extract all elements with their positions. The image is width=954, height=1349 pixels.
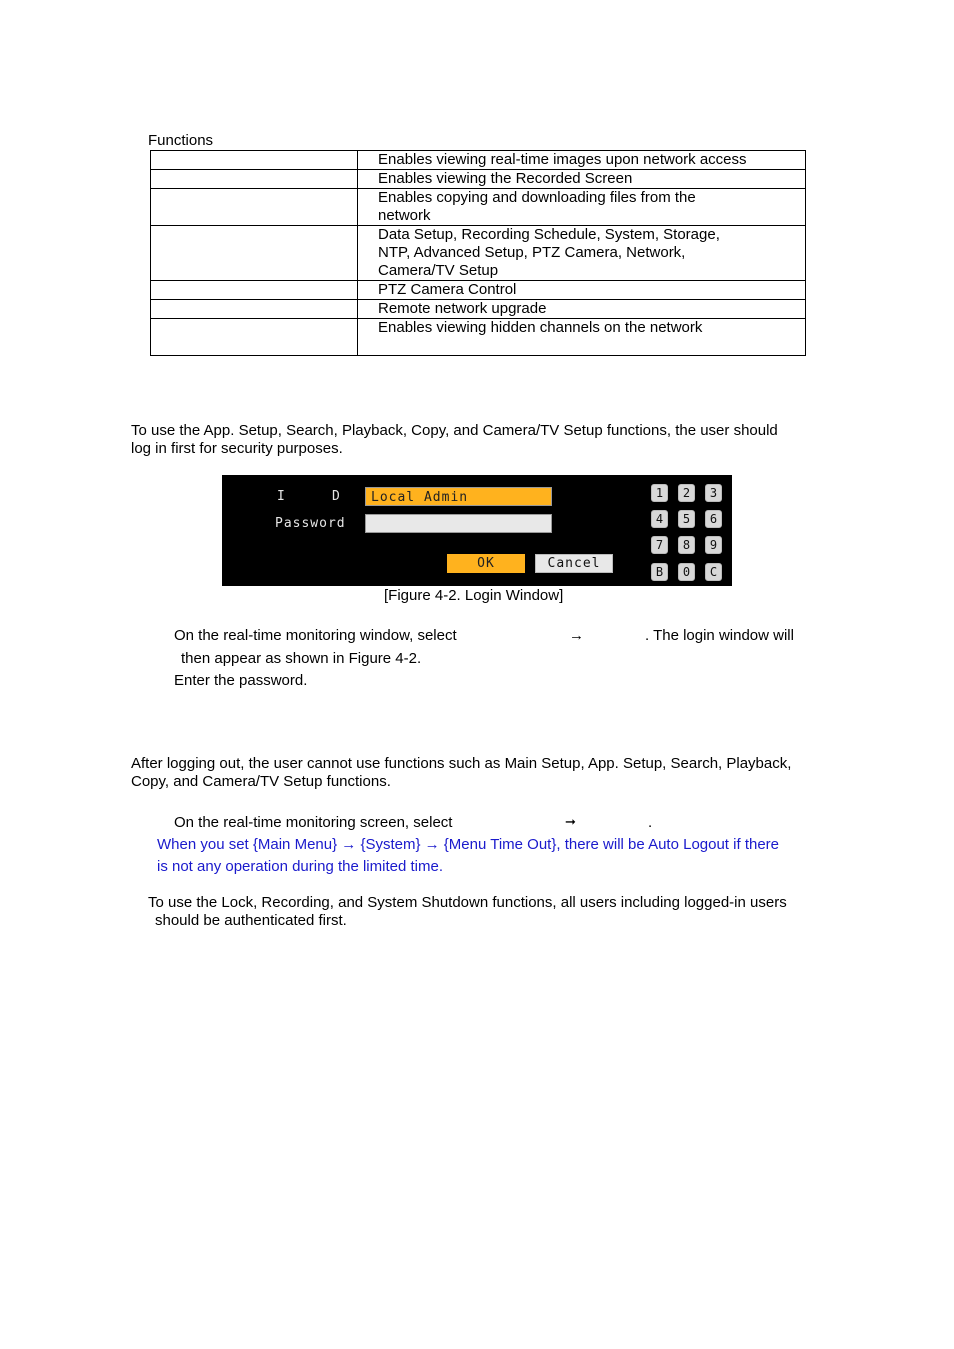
login-intro [131, 422, 778, 458]
login-step2: Enter the password. [174, 672, 308, 689]
login-step1-a: On the real-time monitoring window, select [174, 627, 457, 644]
id-field[interactable]: Local Admin [365, 487, 552, 506]
login-intro-line1: To use the App. Setup, Search, Playback, Copy, and Camera/TV Setup functions, the user should [131, 422, 778, 439]
auth-note-line1: To use the Lock, Recording, and System Shutdown functions, all users including logged-in users [148, 894, 787, 911]
password-field[interactable] [365, 514, 552, 533]
keypad-key-5[interactable]: 5 [678, 510, 695, 528]
function-name-cell [151, 170, 358, 189]
logout-intro [131, 755, 791, 791]
ok-button[interactable]: OK [447, 554, 525, 573]
function-desc-cell [358, 226, 806, 281]
function-desc-line: network [378, 207, 431, 224]
keypad-key-2[interactable]: 2 [678, 484, 695, 502]
function-desc-line: Enables viewing the Recorded Screen [378, 170, 633, 187]
function-name-cell [151, 189, 358, 226]
login-step1-c: then appear as shown in Figure 4-2. [181, 650, 422, 667]
table-row [151, 189, 806, 226]
function-desc-cell [358, 151, 806, 170]
auto-logout-note-line2: is not any operation during the limited time. [157, 858, 443, 875]
function-desc-line: Enables copying and downloading files from the [378, 189, 696, 206]
logout-intro-line1: After logging out, the user cannot use functions such as Main Setup, App. Setup, Search, Playback, [131, 755, 792, 772]
function-desc-cell [358, 300, 806, 319]
keypad-key-3[interactable]: 3 [705, 484, 722, 502]
logout-intro-line2: Copy, and Camera/TV Setup functions. [131, 773, 391, 790]
function-desc-line: PTZ Camera Control [378, 281, 517, 298]
login-step1-b: . The login window will [645, 627, 794, 644]
logout-step1-end: . [648, 814, 653, 831]
function-desc-line: NTP, Advanced Setup, PTZ Camera, Network, [378, 244, 686, 261]
function-desc-line: Data Setup, Recording Schedule, System, Storage, [378, 226, 720, 243]
keypad-key-6[interactable]: 6 [705, 510, 722, 528]
keypad-key-b[interactable]: B [651, 563, 668, 581]
logout-step1-a: On the real-time monitoring screen, select [174, 814, 453, 831]
table-row [151, 300, 806, 319]
table-row [151, 151, 806, 170]
function-name-cell [151, 300, 358, 319]
right-arrow-icon: ➞ [565, 814, 576, 829]
function-name-cell [151, 226, 358, 281]
keypad-key-1[interactable]: 1 [651, 484, 668, 502]
function-name-cell [151, 319, 358, 356]
function-desc-cell [358, 170, 806, 189]
keypad-key-4[interactable]: 4 [651, 510, 668, 528]
keypad-key-7[interactable]: 7 [651, 536, 668, 554]
function-name-cell [151, 151, 358, 170]
id-label-i: I [277, 489, 286, 504]
arrow-icon: → [569, 627, 584, 644]
keypad-key-8[interactable]: 8 [678, 536, 695, 554]
login-window-figure [222, 475, 732, 586]
function-desc-line: Camera/TV Setup [378, 262, 499, 279]
auto-logout-note-line1: When you set {Main Menu} → {System} → {Menu Time Out}, there will be Auto Logout if there [157, 836, 780, 853]
function-name-cell [151, 281, 358, 300]
numeric-keypad [642, 475, 732, 586]
function-desc-line: Remote network upgrade [378, 300, 547, 317]
table-row [151, 319, 806, 356]
functions-heading: Functions [148, 132, 214, 149]
function-desc-line: Enables viewing real-time images upon network access [378, 151, 747, 168]
table-row [151, 226, 806, 281]
id-label-d: D [332, 489, 341, 504]
function-desc-cell [358, 189, 806, 226]
function-desc-cell [358, 319, 806, 356]
keypad-key-9[interactable]: 9 [705, 536, 722, 554]
auth-note-line2: should be authenticated first. [155, 912, 347, 929]
cancel-button[interactable]: Cancel [535, 554, 613, 573]
login-intro-line2: log in first for security purposes. [131, 440, 343, 457]
keypad-key-0[interactable]: 0 [678, 563, 695, 581]
functions-table [150, 150, 806, 356]
figure-caption: [Figure 4-2. Login Window] [384, 587, 564, 604]
keypad-key-c[interactable]: C [705, 563, 722, 581]
table-row [151, 170, 806, 189]
table-row [151, 281, 806, 300]
function-desc-line: Enables viewing hidden channels on the network [378, 319, 703, 336]
function-desc-cell [358, 281, 806, 300]
password-label: Password [275, 516, 346, 531]
